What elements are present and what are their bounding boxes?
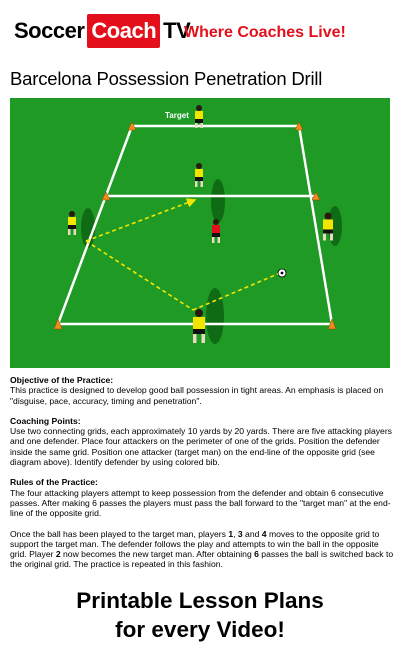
pass-count-6: 6 bbox=[254, 549, 259, 560]
lesson-content bbox=[10, 375, 394, 570]
printable-lesson-plans-banner[interactable] bbox=[0, 586, 400, 644]
player-shadows bbox=[81, 179, 342, 344]
player-number-1: 1 bbox=[228, 528, 234, 539]
cones bbox=[54, 122, 336, 329]
coaching-points-heading: Coaching Points: bbox=[10, 415, 81, 426]
player-attacker-bottom bbox=[193, 309, 205, 343]
player-number-3: 3 bbox=[237, 528, 243, 539]
banner-line-1: Printable Lesson Plans bbox=[76, 588, 324, 613]
rules-p2-text-a: Once the ball has been played to the target man, players bbox=[10, 528, 229, 539]
target-label: Target bbox=[165, 111, 189, 120]
rules-p2-text-d: moves to the opposite grid to support the target man. The defender follows the play and attempts to win the ball in the opposite grid. Player bbox=[10, 528, 380, 560]
rules-paragraph-1: The four attacking players attempt to keep possession from the defender and obtain 6 consecutive passes. After making 6 passes the players must pass the ball forward to the "target man" at the end-line of the opposite grid. bbox=[10, 487, 391, 519]
logo-tv-text: TV bbox=[163, 18, 191, 43]
player-number-4: 4 bbox=[261, 528, 267, 539]
soccer-coach-tv-logo[interactable] bbox=[14, 14, 190, 48]
grid-lines bbox=[58, 126, 332, 324]
rules-heading: Rules of the Practice: bbox=[10, 477, 98, 488]
objective-body: This practice is designed to develop good ball possession in tight areas. An emphasis is placed on "disguise, pace, accuracy, timing and penetration". bbox=[10, 385, 384, 406]
player-defender bbox=[212, 219, 220, 243]
soccer-ball-icon bbox=[278, 269, 286, 277]
tagline: Where Coaches Live! bbox=[184, 24, 346, 41]
logo-coach-text: Coach bbox=[87, 14, 160, 48]
drill-diagram bbox=[10, 98, 390, 368]
player-target bbox=[195, 105, 203, 128]
site-header bbox=[0, 0, 400, 58]
rules-p2-text-f: passes the ball is switched back to the original grid. The practice is repeated in this fashion. bbox=[10, 549, 394, 570]
player-attacker-left bbox=[68, 211, 76, 235]
player-attacker-top bbox=[195, 163, 203, 187]
coaching-points-body: Use two connecting grids, each approximately 10 yards by 20 yards. There are five attacking players and one defender. Place four attackers on the perimeter of one of the grids. Position the defender inside the same grid. Position one attacker (target man) on the end-line of the opposite grid (see diagram above). Identify defender by using colored bib. bbox=[10, 426, 392, 468]
rules-p2-text-e: now becomes the new target man. After obtaining bbox=[60, 549, 255, 560]
objective-heading: Objective of the Practice: bbox=[10, 375, 114, 385]
player-number-2: 2 bbox=[55, 549, 61, 560]
logo-soccer-text: Soccer bbox=[14, 18, 85, 43]
drill-diagram-svg bbox=[10, 98, 390, 368]
rules-p2-text-c: and bbox=[242, 528, 262, 539]
rules-p2-text-b: , bbox=[233, 528, 238, 539]
rules-paragraph-2 bbox=[10, 529, 394, 570]
page-title: Barcelona Possession Penetration Drill bbox=[10, 68, 323, 89]
pass-paths bbox=[86, 200, 280, 310]
banner-line-2: for every Video! bbox=[115, 617, 285, 642]
